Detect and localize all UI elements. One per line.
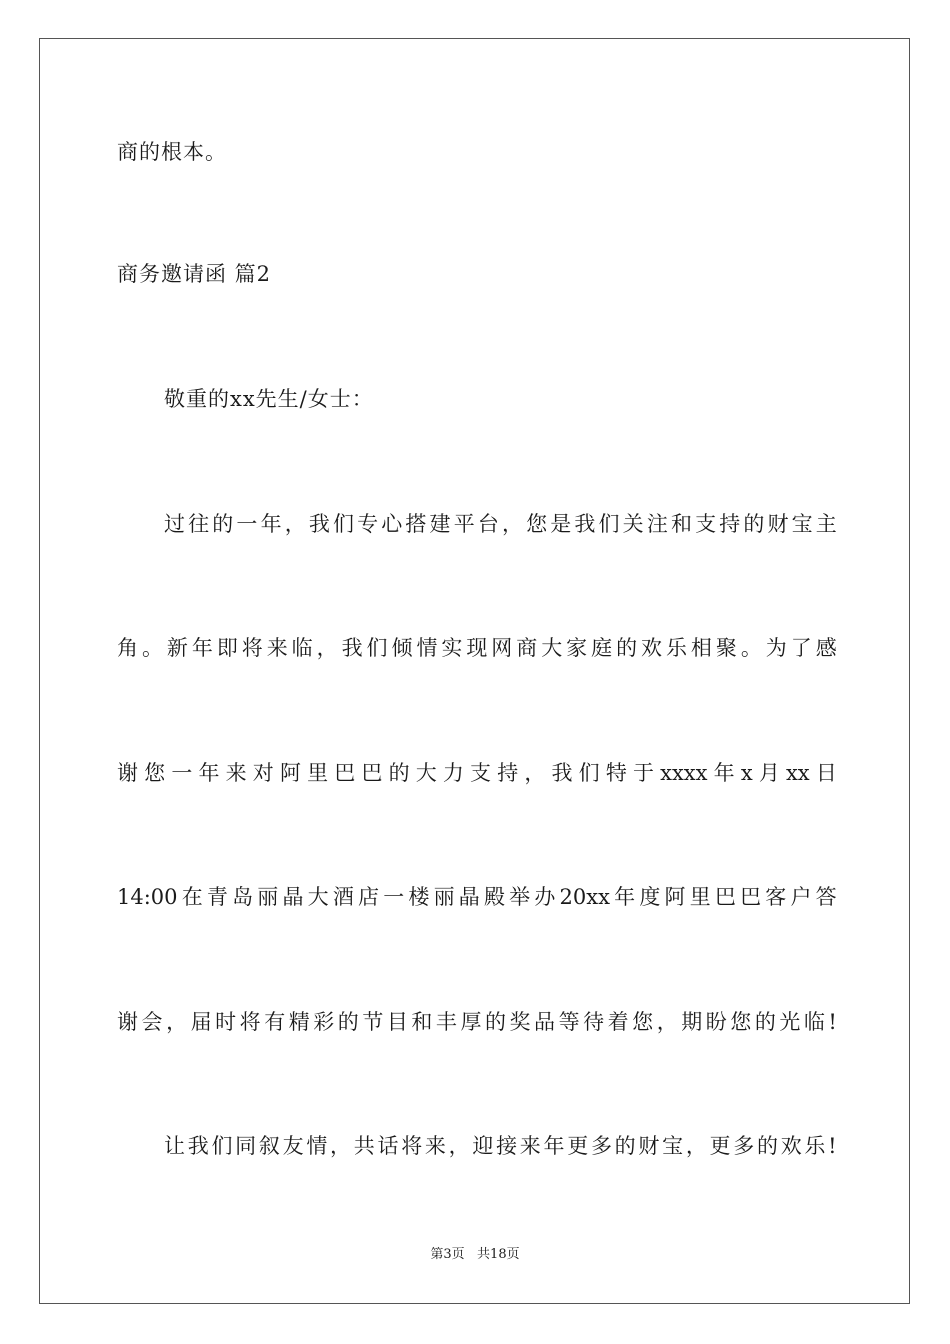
text-token: 欢: [780, 1134, 802, 1158]
text-token: 是: [550, 512, 572, 536]
body-line-5: [117, 1007, 837, 1037]
text-token: 有: [264, 1010, 286, 1034]
text-token: 您: [144, 761, 166, 785]
page-frame: [39, 38, 910, 1304]
text-token: 力: [442, 761, 464, 785]
text-token: 现: [466, 636, 488, 660]
text-token: 友: [282, 1134, 304, 1158]
text-token: 感: [815, 636, 837, 660]
text-token: 即: [216, 636, 238, 660]
text-token: 办: [534, 885, 556, 909]
text-token: 阿: [664, 885, 686, 909]
text-token: 将: [241, 636, 263, 660]
text-token: 来: [225, 761, 247, 785]
text-token: 20xx: [559, 885, 610, 909]
text-token: 年: [543, 1134, 565, 1158]
text-token: 节: [362, 1010, 384, 1034]
text-token: 平: [453, 512, 475, 536]
text-token: 厚: [460, 1010, 482, 1034]
text-token: 们: [578, 761, 600, 785]
text-token: 答: [815, 885, 837, 909]
text-token: 同: [235, 1134, 257, 1158]
text-token: 我: [187, 1134, 209, 1158]
text-token: 们: [211, 1134, 233, 1158]
text-token: 举: [509, 885, 531, 909]
text-token: 您: [730, 1010, 752, 1034]
text-token: 更: [709, 1134, 731, 1158]
text-token: 殿: [483, 885, 505, 909]
text-token: ，: [501, 512, 523, 536]
text-token: 让: [164, 1134, 185, 1158]
text-token: 期: [681, 1010, 703, 1034]
text-token: 阿: [279, 761, 301, 785]
text-token: 往: [188, 512, 210, 536]
text-token: xxxx: [660, 761, 708, 785]
text-token: 临: [803, 1010, 825, 1034]
text-token: 于: [632, 761, 654, 785]
text-token: 乐: [665, 636, 687, 660]
text-token: ，: [524, 761, 546, 785]
text-token: 的: [754, 1010, 776, 1034]
text-token: 届: [190, 1010, 212, 1034]
text-token: 青: [206, 885, 228, 909]
text-token: 将: [239, 1010, 261, 1034]
text-token: 度: [639, 885, 661, 909]
body-line-2: [117, 633, 837, 663]
text-token: 更: [567, 1134, 589, 1158]
text-token: 过: [164, 512, 185, 536]
text-token: 来: [519, 1134, 541, 1158]
text-token: ，: [330, 1134, 352, 1158]
text-token: 的: [388, 761, 410, 785]
text-token: 的: [212, 512, 234, 536]
text-token: 日: [815, 761, 837, 785]
text-token: 晶: [458, 885, 480, 909]
text-token: 们: [366, 636, 388, 660]
text-token: 户: [790, 885, 812, 909]
text-token: 丰: [435, 1010, 457, 1034]
text-token: 。: [141, 636, 163, 660]
text-token: 一: [236, 512, 258, 536]
text-token: 注: [646, 512, 668, 536]
text-token: 和: [411, 1010, 433, 1034]
text-token: 我: [551, 761, 573, 785]
text-token: 叙: [258, 1134, 280, 1158]
text-token: 里: [689, 885, 711, 909]
text-token: 酒: [332, 885, 354, 909]
text-token: 了: [790, 636, 812, 660]
text-token: 巴: [361, 761, 383, 785]
text-token: 年: [713, 761, 735, 785]
section-heading: 商务邀请函 篇2: [117, 262, 272, 286]
text-token: 话: [377, 1134, 399, 1158]
text-token: 的: [756, 1134, 778, 1158]
text-token: 丽: [433, 885, 455, 909]
text-token: 一: [171, 761, 193, 785]
text-token: 家: [566, 636, 588, 660]
text-token: 巴: [740, 885, 762, 909]
text-token: 聚: [715, 636, 737, 660]
text-token: 的: [616, 636, 638, 660]
text-token: 盼: [705, 1010, 727, 1034]
text-token: 目: [386, 1010, 408, 1034]
page-footer: 第3页 共18页: [430, 1247, 520, 1262]
text-token: ，: [316, 636, 338, 660]
text-token: 一: [383, 885, 405, 909]
text-token: 为: [765, 636, 787, 660]
text-token: 待: [583, 1010, 605, 1034]
text-token: 对: [252, 761, 274, 785]
text-token: 支: [470, 761, 492, 785]
salutation: 敬重的xx先生/女士：: [164, 387, 374, 411]
text-token: 丽: [257, 885, 279, 909]
text-token: 店: [358, 885, 380, 909]
text-token: x: [740, 761, 753, 785]
text-token: 岛: [232, 885, 254, 909]
text-token: 大: [415, 761, 437, 785]
text-token: 晶: [282, 885, 304, 909]
text-token: 年: [191, 636, 213, 660]
text-token: ，: [166, 1010, 188, 1034]
text-token: 巴: [714, 885, 736, 909]
text-token: 等: [558, 1010, 580, 1034]
text-token: 财: [767, 512, 789, 536]
text-token: 专: [357, 512, 379, 536]
text-token: 年: [260, 512, 282, 536]
text-token: 。: [740, 636, 762, 660]
text-token: 宝: [791, 512, 813, 536]
text-token: 将: [401, 1134, 423, 1158]
text-token: 巴: [334, 761, 356, 785]
text-token: 持: [719, 512, 741, 536]
text-token: 欢: [641, 636, 663, 660]
text-token: 大: [307, 885, 329, 909]
text-token: 楼: [408, 885, 430, 909]
text-token: 特: [605, 761, 627, 785]
text-token: 的: [743, 512, 765, 536]
text-token: ，: [656, 1010, 678, 1034]
text-token: 的: [614, 1134, 636, 1158]
text-token: 倾: [391, 636, 413, 660]
text-token: 光: [779, 1010, 801, 1034]
text-token: 多: [733, 1134, 755, 1158]
text-token: 在: [181, 885, 203, 909]
text-token: !: [828, 1134, 837, 1158]
text-token: 关: [622, 512, 644, 536]
text-token: 谢: [117, 761, 138, 785]
text-token: 情: [306, 1134, 328, 1158]
text-token: 财: [638, 1134, 660, 1158]
text-token: 搭: [405, 512, 427, 536]
text-token: 会: [141, 1010, 163, 1034]
text-token: 们: [332, 512, 354, 536]
text-token: 共: [353, 1134, 375, 1158]
text-token: 年: [614, 885, 636, 909]
text-token: 我: [574, 512, 596, 536]
text-token: 的: [484, 1010, 506, 1034]
text-token: 14:00: [117, 885, 178, 909]
text-token: 客: [765, 885, 787, 909]
text-token: 相: [690, 636, 712, 660]
text-token: 来: [424, 1134, 446, 1158]
text-token: 的: [337, 1010, 359, 1034]
text-token: 彩: [313, 1010, 335, 1034]
text-token: 精: [288, 1010, 310, 1034]
text-token: 支: [695, 512, 717, 536]
text-token: 临: [291, 636, 313, 660]
text-token: 品: [534, 1010, 556, 1034]
body-line-3: [117, 758, 837, 788]
text-token: 月: [758, 761, 780, 785]
text-token: 我: [341, 636, 363, 660]
text-token: 们: [598, 512, 620, 536]
paragraph-line-1: 商的根本。: [117, 140, 227, 164]
text-token: 宝: [662, 1134, 684, 1158]
text-token: 新: [166, 636, 188, 660]
text-token: 心: [381, 512, 403, 536]
text-token: 持: [497, 761, 519, 785]
text-token: 乐: [804, 1134, 826, 1158]
text-token: 大: [541, 636, 563, 660]
body-line-4: [117, 882, 837, 912]
text-token: !: [828, 1010, 837, 1034]
text-token: 实: [441, 636, 463, 660]
text-token: 主: [815, 512, 837, 536]
text-token: 商: [516, 636, 538, 660]
text-token: ，: [685, 1134, 707, 1158]
text-token: 和: [670, 512, 692, 536]
text-token: 接: [496, 1134, 518, 1158]
text-token: 来: [266, 636, 288, 660]
text-token: 建: [429, 512, 451, 536]
closing-line: [164, 1131, 837, 1161]
text-token: ，: [448, 1134, 470, 1158]
text-token: xx: [785, 761, 810, 785]
text-token: 迎: [472, 1134, 494, 1158]
text-token: 里: [307, 761, 329, 785]
body-line-1: [164, 509, 837, 539]
text-token: ，: [284, 512, 306, 536]
text-token: 庭: [591, 636, 613, 660]
text-token: 谢: [117, 1010, 138, 1034]
text-token: 台: [477, 512, 499, 536]
text-token: 您: [632, 1010, 654, 1034]
text-token: 网: [491, 636, 513, 660]
text-token: 情: [416, 636, 438, 660]
text-token: 年: [198, 761, 220, 785]
text-token: 您: [526, 512, 548, 536]
text-token: 我: [308, 512, 330, 536]
text-token: 奖: [509, 1010, 531, 1034]
text-token: 着: [607, 1010, 629, 1034]
text-token: 时: [215, 1010, 237, 1034]
text-token: 多: [590, 1134, 612, 1158]
text-token: 角: [117, 636, 138, 660]
